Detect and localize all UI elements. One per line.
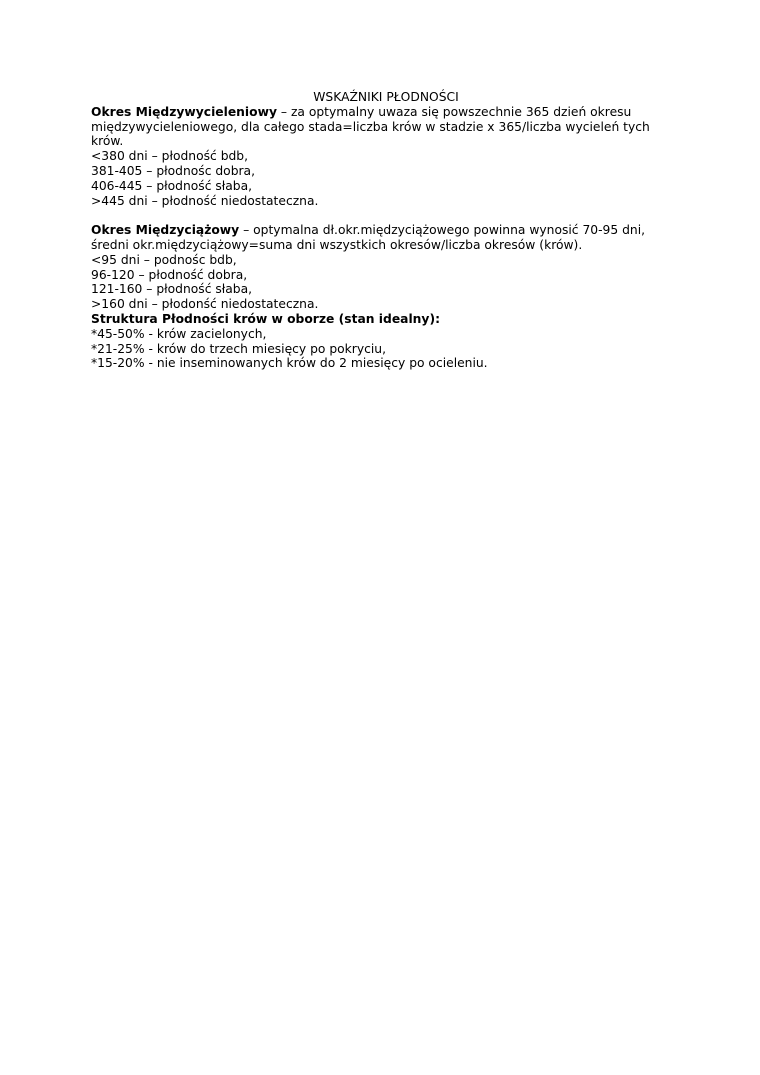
section-1-heading: Okres Międzywycieleniowy [91,104,277,119]
section-2-item: >160 dni – płodonść niedostateczna. [91,297,319,312]
section-1-item: >445 dni – płodność niedostateczna. [91,193,319,208]
section-3-item: *45-50% - krów zacielonych, [91,326,267,341]
section-3-item: *15-20% - nie inseminowanych krów do 2 miesięcy po ocieleniu. [91,356,488,371]
paragraph-spacer [91,208,681,223]
section-3-heading: Struktura Płodności krów w oborze (stan idealny): [91,311,440,326]
section-1-item: 406-445 – płodność słaba, [91,178,253,193]
section-2-item: 121-160 – płodność słaba, [91,282,253,297]
document-title: WSKAŹNIKI PŁODNOŚCI [313,90,459,104]
section-1-paragraph [91,105,681,149]
section-3-item: *21-25% - krów do trzech miesięcy po pokryciu, [91,341,387,356]
section-2-item: <95 dni – podnośc bdb, [91,252,237,267]
section-1-item: <380 dni – płodność bdb, [91,149,249,164]
document-body [91,90,681,371]
section-2-item: 96-120 – płodność dobra, [91,267,248,282]
section-1-intro: – za optymalny uwaza się powszechnie 365 dzień okresu międzywycieleniowego, dla całego stada=liczba krów w stadzie x 365/liczba wycieleń tych krów. [91,104,650,149]
section-1-item: 381-405 – płodnośc dobra, [91,163,256,178]
section-2-intro: – optymalna dł.okr.międzyciążowego powinna wynosić 70-95 dni, średni okr.międzyciążowy=suma dni wszystkich okresów/liczba okresów (krów). [91,223,646,252]
section-2-paragraph [91,223,681,253]
section-2-heading: Okres Międzyciążowy [91,223,240,238]
